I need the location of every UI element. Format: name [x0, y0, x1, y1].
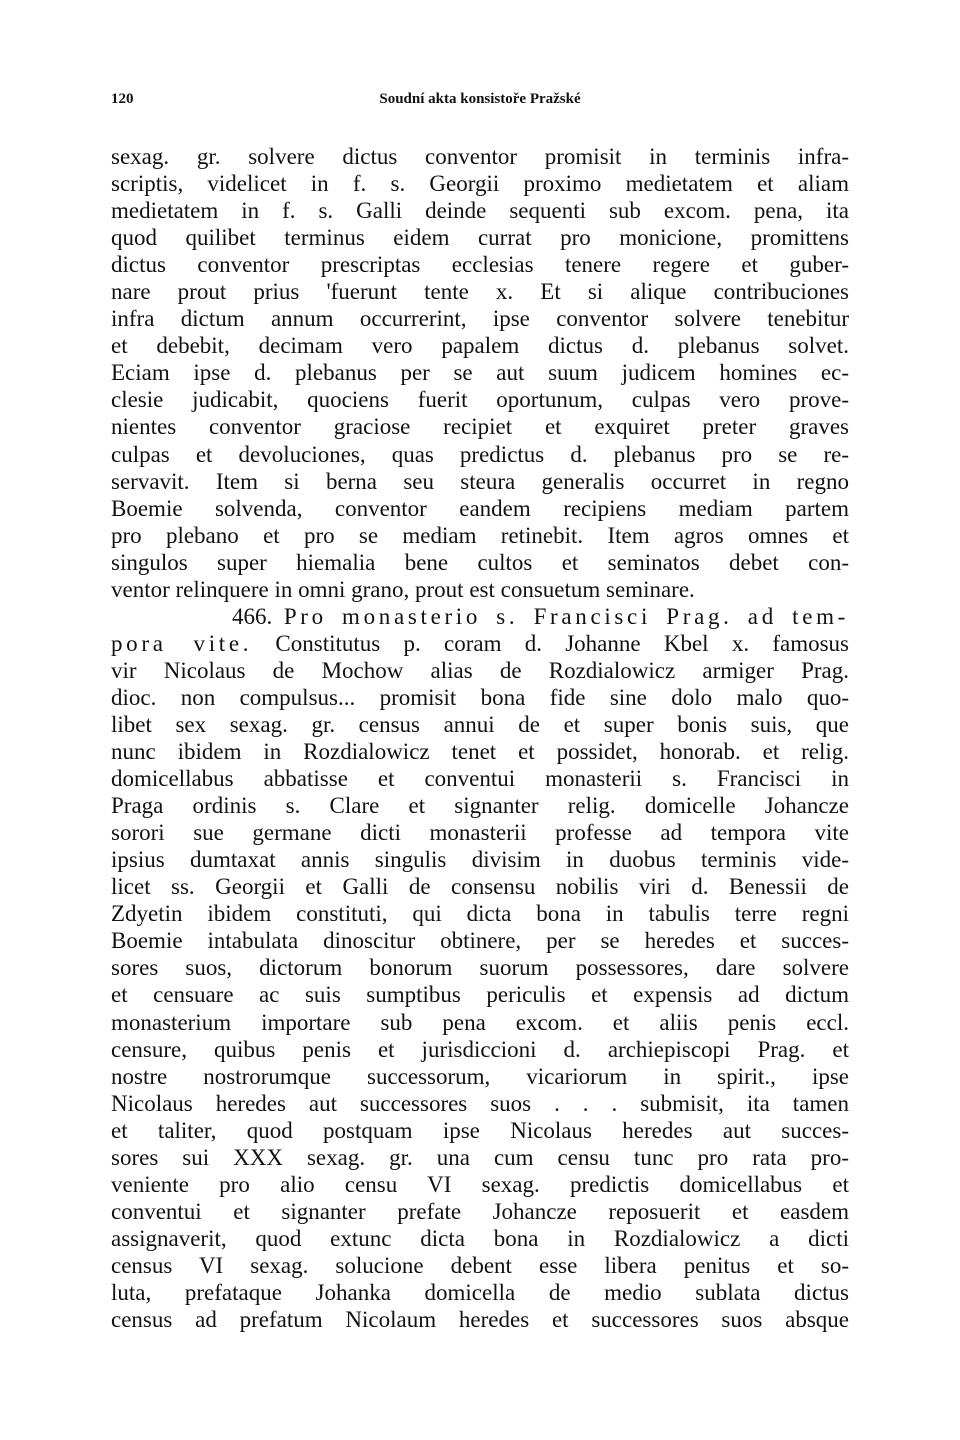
entry-paragraph	[111, 657, 849, 1333]
text-line: nare prout prius 'fuerunt tente x. Et si alique contribuciones	[111, 279, 849, 305]
text-line: scriptis, videlicet in f. s. Georgii proximo medietatem et aliam	[111, 171, 849, 197]
text-line: nunc ibidem in Rozdialowicz tenet et possidet, honorab. et relig.	[111, 739, 849, 765]
text-line: censure, quibus penis et jurisdiccioni d. archiepiscopi Prag. et	[111, 1036, 849, 1062]
text-line: nostre nostrorumque successorum, vicariorum in spirit., ipse	[111, 1063, 849, 1089]
text-line: servavit. Item si berna seu steura generalis occurret in regno	[111, 468, 849, 494]
text-line: Eciam ipse d. plebanus per se aut suum judicem homines ec-	[111, 360, 849, 386]
text-line: nientes conventor graciose recipiet et exquiret preter graves	[111, 414, 849, 440]
text-line: pro plebano et pro se mediam retinebit. Item agros omnes et	[111, 522, 849, 548]
entry-text-start: Constitutus p. coram d. Johanne Kbel x. famosus	[252, 630, 849, 656]
page-number: 120	[111, 91, 134, 107]
text-line: domicellabus abbatisse et conventui monasterii s. Francisci in	[111, 766, 849, 792]
entry-number: 466.	[232, 603, 273, 629]
text-line: sorori sue germane dicti monasterii professe ad tempora vite	[111, 820, 849, 846]
text-line: culpas et devoluciones, quas predictus d. plebanus pro se re-	[111, 441, 849, 467]
page-header	[111, 91, 849, 115]
text-line: Boemie intabulata dinoscitur obtinere, per se heredes et succes-	[111, 928, 849, 954]
text-line: medietatem in f. s. Galli deinde sequenti sub excom. pena, ita	[111, 198, 849, 224]
running-title: Soudní akta konsistoře Pražské	[379, 91, 581, 107]
entry-heading-line-2	[111, 630, 849, 657]
text-line: libet sex sexag. gr. census annui de et super bonis suis, que	[111, 711, 849, 737]
entry-heading-continued: pora vite.	[111, 630, 253, 656]
text-line: dictus conventor prescriptas ecclesias tenere regere et guber-	[111, 252, 849, 278]
entry-heading: Pro monasterio s. Francisci Prag. ad tem-	[283, 603, 849, 629]
text-line: assignaverit, quod extunc dicta bona in Rozdialowicz a dicti	[111, 1225, 849, 1251]
text-line: sexag. gr. solvere dictus conventor promisit in terminis infra-	[111, 144, 849, 169]
text-line: census ad prefatum Nicolaum heredes et successores suos absque	[111, 1307, 849, 1333]
text-line: quod quilibet terminus eidem currat pro monicione, promittens	[111, 225, 849, 251]
text-line: licet ss. Georgii et Galli de consensu nobilis viri d. Benessii de	[111, 874, 849, 900]
text-line: Zdyetin ibidem constituti, qui dicta bona in tabulis terre regni	[111, 901, 849, 927]
text-line: monasterium importare sub pena excom. et aliis penis eccl.	[111, 1009, 849, 1035]
text-line: et censuare ac suis sumptibus periculis et expensis ad dictum	[111, 982, 849, 1008]
text-line: ipsius dumtaxat annis singulis divisim in duobus terminis vide-	[111, 847, 849, 873]
text-line: et debebit, decimam vero papalem dictus d. plebanus solvet.	[111, 333, 849, 359]
text-line: vir Nicolaus de Mochow alias de Rozdialowicz armiger Prag.	[111, 657, 849, 683]
text-line: conventui et signanter prefate Johancze reposuerit et easdem	[111, 1198, 849, 1224]
text-line: census VI sexag. solucione debent esse libera penitus et so-	[111, 1252, 849, 1278]
text-line: sores sui XXX sexag. gr. una cum censu tunc pro rata pro-	[111, 1144, 849, 1170]
text-line: Nicolaus heredes aut successores suos . . . submisit, ita tamen	[111, 1090, 849, 1116]
body-text	[111, 143, 849, 1333]
text-line: dioc. non compulsus... promisit bona fide sine dolo malo quo-	[111, 684, 849, 710]
text-line: infra dictum annum occurrerint, ipse conventor solvere tenebitur	[111, 306, 849, 332]
text-line: sores suos, dictorum bonorum suorum possessores, dare solvere	[111, 955, 849, 981]
text-line: clesie judicabit, quociens fuerit oportunum, culpas vero prove-	[111, 387, 849, 413]
text-line: Praga ordinis s. Clare et signanter relig. domicelle Johancze	[111, 793, 849, 819]
text-line: et taliter, quod postquam ipse Nicolaus heredes aut succes-	[111, 1117, 849, 1143]
text-line: luta, prefataque Johanka domicella de medio sublata dictus	[111, 1279, 849, 1305]
paragraph-continuation	[111, 143, 849, 603]
text-line: Boemie solvenda, conventor eandem recipiens mediam partem	[111, 495, 849, 521]
entry-heading-line	[111, 603, 849, 630]
text-line: veniente pro alio censu VI sexag. predictis domicellabus et	[111, 1171, 849, 1197]
text-line: singulos super hiemalia bene cultos et seminatos debet con-	[111, 549, 849, 575]
text-line: ventor relinquere in omni grano, prout est consuetum seminare.	[111, 576, 695, 602]
